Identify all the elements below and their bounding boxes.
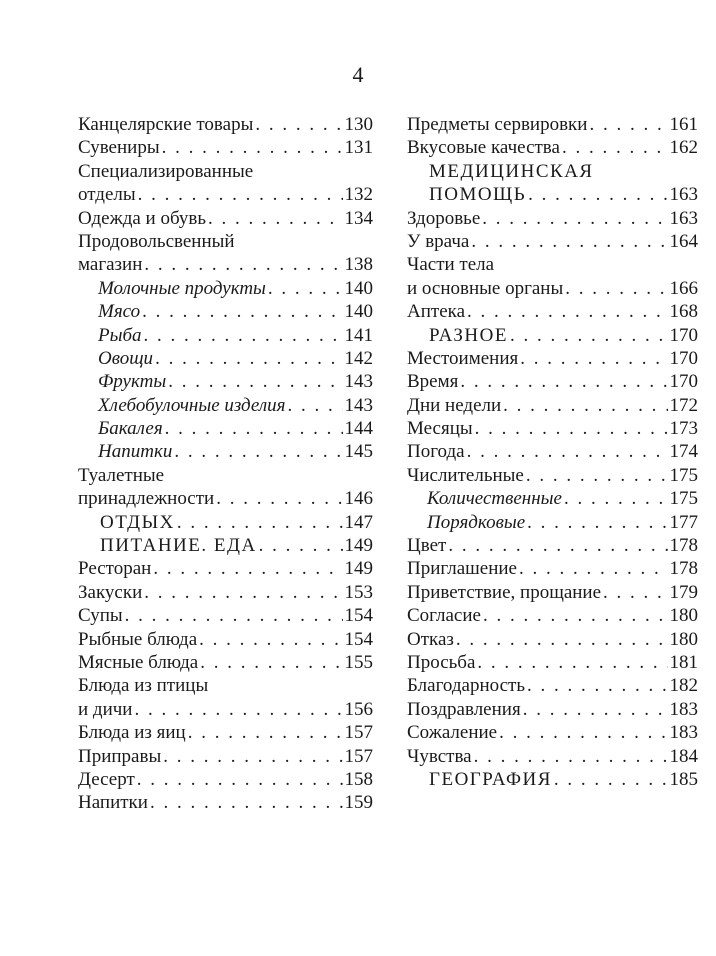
toc-page-number: 164 <box>669 230 698 252</box>
dot-leader <box>474 745 668 768</box>
toc-entry-title: магазин <box>78 254 143 276</box>
toc-entry-row <box>407 698 698 721</box>
toc-entry <box>78 207 373 230</box>
toc-entry <box>78 604 373 627</box>
toc-entry-line: Продовольсвенный <box>78 230 235 252</box>
toc-entry-row <box>78 557 373 580</box>
toc-entry-row <box>407 487 698 510</box>
toc-entry-row <box>407 113 698 136</box>
toc-page-number: 184 <box>669 745 698 767</box>
dot-leader <box>162 136 343 159</box>
toc-entry-title: Предметы сервировки <box>407 114 588 135</box>
toc-section-heading <box>407 324 698 347</box>
toc-entry <box>78 768 373 791</box>
dot-leader <box>460 370 667 393</box>
toc-entry-title: отделы <box>78 184 136 206</box>
toc-entry-title: ГЕОГРАФИЯ <box>429 768 552 790</box>
toc-entry-title: и дичи <box>78 698 133 720</box>
toc-entry-title: Одежда и обувь <box>78 207 207 229</box>
toc-page-number: 146 <box>344 488 373 510</box>
toc-entry-row <box>78 253 373 276</box>
toc-entry-title: Рыбные блюда <box>78 628 198 650</box>
toc-entry-row <box>407 324 698 347</box>
toc-page-number: 140 <box>344 277 373 299</box>
toc-entry-line: Туалетные <box>78 464 165 486</box>
toc-entry <box>407 745 698 768</box>
dot-leader <box>510 324 668 347</box>
toc-entry-row <box>78 136 373 159</box>
toc-page-number: 170 <box>669 324 698 346</box>
toc-entry-row <box>78 394 373 417</box>
toc-entry-title: Числительные <box>407 464 524 486</box>
toc-entry-title: Чувства <box>407 745 472 767</box>
toc-page-number: 168 <box>669 301 698 323</box>
dot-leader <box>174 440 342 463</box>
toc-page-number: 157 <box>344 745 373 767</box>
toc-entry <box>78 791 373 814</box>
dot-leader <box>163 745 342 768</box>
toc-entry <box>407 628 698 651</box>
toc-entry-title: Напитки <box>98 441 173 463</box>
toc-entry-line: Части тела <box>407 254 495 276</box>
dot-leader <box>499 721 667 744</box>
toc-page-number: 142 <box>344 347 373 369</box>
dot-leader <box>268 277 343 300</box>
toc-page-number: 155 <box>344 651 373 673</box>
toc-entry-row <box>407 674 698 697</box>
dot-leader <box>137 768 343 791</box>
toc-subentry <box>78 324 373 347</box>
toc-page-number: 170 <box>669 371 698 393</box>
toc-entry <box>78 628 373 651</box>
toc-entry-title: Дни недели <box>407 394 502 416</box>
toc-entry-title: Поздравления <box>407 698 521 720</box>
toc-entry-row <box>407 534 698 557</box>
toc-entry-title: ПОМОЩЬ <box>429 184 527 206</box>
toc-entry-row <box>78 651 373 674</box>
dot-leader <box>589 113 667 136</box>
toc-entry <box>78 651 373 674</box>
toc-entry-row <box>407 300 698 323</box>
toc-page-number: 134 <box>344 207 373 229</box>
dot-leader <box>527 511 667 534</box>
toc-entry-row <box>407 745 698 768</box>
dot-leader <box>199 628 342 651</box>
toc-page-number: 147 <box>344 511 373 533</box>
toc-entry-title: Время <box>407 371 459 393</box>
dot-leader <box>150 791 343 814</box>
toc-entry-title: Цвет <box>407 535 447 557</box>
toc-entry-title: Приглашение <box>407 558 517 580</box>
toc-entry-line: Специализированные <box>78 160 254 182</box>
toc-page-number: 143 <box>344 371 373 393</box>
dot-leader <box>216 487 342 510</box>
toc-entry <box>407 604 698 627</box>
toc-section-heading <box>407 160 698 207</box>
dot-leader <box>188 721 343 744</box>
toc-entry <box>78 113 373 136</box>
toc-section-heading <box>78 511 373 534</box>
dot-leader <box>528 183 667 206</box>
dot-leader <box>144 253 342 276</box>
toc-entry-title: Закуски <box>78 581 143 603</box>
toc-subentry <box>78 277 373 300</box>
toc-entry-row <box>78 721 373 744</box>
toc-entry-row <box>407 604 698 627</box>
dot-leader <box>603 581 667 604</box>
toc-page-number: 183 <box>669 698 698 720</box>
toc-entry-title: Ресторан <box>78 558 152 580</box>
dot-leader <box>554 768 668 791</box>
toc-entry-title: ОТДЫХ <box>100 511 175 533</box>
toc-entry-row <box>78 324 373 347</box>
toc-page-number: 149 <box>344 535 373 557</box>
toc-page-number: 180 <box>669 628 698 650</box>
toc-entry-title: Хлебобулочные изделия <box>98 394 286 416</box>
toc-section-heading <box>407 768 698 791</box>
page-number: 4 <box>352 62 364 87</box>
toc-page-number: 145 <box>344 441 373 463</box>
toc-entry <box>407 464 698 487</box>
toc-entry <box>78 464 373 511</box>
toc-entry-row <box>78 791 373 814</box>
toc-entry-row <box>78 417 373 440</box>
toc-entry <box>407 557 698 580</box>
dot-leader <box>142 300 342 323</box>
toc-page-number: 156 <box>344 698 373 720</box>
toc-page-number: 180 <box>669 605 698 627</box>
dot-leader <box>565 277 667 300</box>
toc-entry <box>407 230 698 253</box>
dot-leader <box>208 207 342 230</box>
toc-entry <box>407 674 698 697</box>
toc-entry-row <box>78 628 373 651</box>
dot-leader <box>138 183 343 206</box>
toc-subentry <box>407 511 698 534</box>
dot-leader <box>467 300 667 323</box>
toc-entry <box>78 160 373 207</box>
toc-subentry <box>78 440 373 463</box>
toc-entry-title: Бакалея <box>98 418 163 440</box>
dot-leader <box>165 417 343 440</box>
toc-entry <box>407 300 698 323</box>
toc-entry <box>407 721 698 744</box>
toc-entry-row <box>78 511 373 534</box>
toc-entry-row <box>78 604 373 627</box>
toc-entry <box>78 674 373 721</box>
toc-entry <box>407 581 698 604</box>
toc-entry-title: Количественные <box>427 488 562 510</box>
toc-entry-row <box>407 417 698 440</box>
dot-leader <box>144 581 342 604</box>
toc-entry-title: Благодарность <box>407 675 525 697</box>
toc-entry-title: Приправы <box>78 745 162 767</box>
toc-entry-title: Аптека <box>407 301 466 323</box>
toc-page-number: 159 <box>344 792 373 814</box>
toc-entry-row <box>78 534 373 557</box>
toc-entry-row <box>78 745 373 768</box>
toc-entry <box>78 745 373 768</box>
toc-entry <box>407 417 698 440</box>
toc-entry-title: Здоровье <box>407 207 481 229</box>
toc-subentry <box>78 394 373 417</box>
toc-page-number: 144 <box>344 418 373 440</box>
dot-leader <box>503 394 667 417</box>
dot-leader <box>475 417 668 440</box>
toc-entry-title: Порядковые <box>427 511 526 533</box>
toc-subentry <box>78 370 373 393</box>
toc-page-number: 173 <box>669 418 698 440</box>
toc-page-number: 143 <box>344 394 373 416</box>
toc-section-heading <box>78 534 373 557</box>
toc-entry-title: Сувениры <box>78 137 160 159</box>
toc-entry-row <box>78 113 373 136</box>
toc-page-number: 175 <box>669 464 698 486</box>
dot-leader <box>467 440 668 463</box>
toc-page-number: 181 <box>669 651 698 673</box>
toc-entry-title: ПИТАНИЕ. ЕДА <box>100 535 257 557</box>
toc-page-number: 162 <box>669 137 698 159</box>
toc-page-number: 132 <box>344 184 373 206</box>
dot-leader <box>519 557 668 580</box>
toc-entry <box>78 230 373 277</box>
toc-entry-row <box>78 277 373 300</box>
toc-entry <box>407 253 698 300</box>
toc-page-number: 177 <box>669 511 698 533</box>
toc-entry-title: Сожаление <box>407 722 498 744</box>
toc-page-number: 178 <box>669 558 698 580</box>
dot-leader <box>448 534 667 557</box>
dot-leader <box>200 651 342 674</box>
toc-entry-row <box>407 183 698 206</box>
toc-entry-row <box>78 581 373 604</box>
dot-leader <box>155 347 342 370</box>
dot-leader <box>177 511 343 534</box>
toc-entry <box>407 394 698 417</box>
toc-entry <box>78 721 373 744</box>
toc-entry <box>407 440 698 463</box>
toc-entry-title: Десерт <box>78 768 135 790</box>
toc-entry-title: Мясо <box>98 301 141 323</box>
toc-page-number: 163 <box>669 184 698 206</box>
toc-entry-title: Мясные блюда <box>78 651 199 673</box>
dot-leader <box>526 464 668 487</box>
toc-entry <box>407 698 698 721</box>
toc-entry-row <box>407 628 698 651</box>
toc-entry-row <box>407 721 698 744</box>
toc-entry <box>78 581 373 604</box>
toc-subentry <box>407 487 698 510</box>
toc-entry-title: Отказ <box>407 628 454 650</box>
toc-entry-row <box>407 136 698 159</box>
toc-entry-row <box>407 464 698 487</box>
toc-entry <box>407 534 698 557</box>
dot-leader <box>134 698 342 721</box>
toc-column-left <box>78 113 373 815</box>
dot-leader <box>483 604 668 627</box>
dot-leader <box>456 628 668 651</box>
toc-entry-title: Фрукты <box>98 371 167 393</box>
toc-entry <box>78 557 373 580</box>
dot-leader <box>471 230 667 253</box>
toc-page-number: 161 <box>669 114 698 135</box>
toc-entry <box>407 136 698 159</box>
toc-page-number: 179 <box>669 581 698 603</box>
toc-entry-title: Овощи <box>98 347 154 369</box>
toc-entry-title: Блюда из яиц <box>78 722 186 744</box>
dot-leader <box>259 534 343 557</box>
toc-page-number: 170 <box>669 347 698 369</box>
toc-subentry <box>78 347 373 370</box>
dot-leader <box>287 394 342 417</box>
toc-entry-title: Супы <box>78 605 123 627</box>
toc-page-number: 174 <box>669 441 698 463</box>
toc-entry-title: Месяцы <box>407 418 473 440</box>
dot-leader <box>477 651 667 674</box>
toc-entry-row <box>78 347 373 370</box>
toc-page-number: 178 <box>669 535 698 557</box>
toc-page-number: 157 <box>344 722 373 744</box>
toc-entry-row <box>407 370 698 393</box>
toc-entry-title: Напитки <box>78 792 148 814</box>
dot-leader <box>168 370 342 393</box>
toc-page-number: 172 <box>669 394 698 416</box>
toc-entry-title: РАЗНОЕ <box>429 324 508 346</box>
toc-page-number: 140 <box>344 301 373 323</box>
toc-entry-title: У врача <box>407 230 470 252</box>
toc-entry-row <box>407 277 698 300</box>
toc-entry-row <box>407 581 698 604</box>
toc-entry-row <box>78 768 373 791</box>
toc-page-number: 131 <box>344 137 373 159</box>
toc-entry-row <box>407 347 698 370</box>
dot-leader <box>144 324 343 347</box>
toc-page-number: 154 <box>344 605 373 627</box>
toc-entry <box>407 370 698 393</box>
toc-entry <box>407 347 698 370</box>
toc-page-number: 130 <box>344 114 373 135</box>
toc-entry <box>78 136 373 159</box>
toc-entry-title: Приветствие, прощание <box>407 581 602 603</box>
toc-entry-row <box>407 230 698 253</box>
toc-page-number: 141 <box>344 324 373 346</box>
toc-subentry <box>78 417 373 440</box>
dot-leader <box>255 113 342 136</box>
toc-entry-row <box>78 300 373 323</box>
toc-entry <box>407 651 698 674</box>
toc-entry-title: принадлежности <box>78 488 215 510</box>
toc-entry-row <box>407 440 698 463</box>
toc-entry-row <box>407 651 698 674</box>
toc-page-number: 158 <box>344 768 373 790</box>
toc-entry-row <box>407 511 698 534</box>
dot-leader <box>562 136 668 159</box>
toc-page-number: 154 <box>344 628 373 650</box>
toc-entry <box>407 207 698 230</box>
toc-entry-title: Согласие <box>407 605 481 627</box>
toc-entry-title: Рыба <box>98 324 142 346</box>
dot-leader <box>520 347 667 370</box>
toc-page-number: 183 <box>669 722 698 744</box>
toc-entry-row <box>78 440 373 463</box>
dot-leader <box>527 674 668 697</box>
toc-entry-row <box>78 183 373 206</box>
toc-entry-row <box>78 370 373 393</box>
toc-column-right <box>407 113 698 791</box>
toc-entry-title: Вкусовые качества <box>407 137 560 159</box>
toc-subentry <box>78 300 373 323</box>
toc-page-number: 175 <box>669 488 698 510</box>
toc-entry-row <box>407 768 698 791</box>
dot-leader <box>482 207 667 230</box>
toc-page-number: 185 <box>669 768 698 790</box>
toc-page-number: 163 <box>669 207 698 229</box>
toc-entry-title: Погода <box>407 441 465 463</box>
toc-page-number: 149 <box>344 558 373 580</box>
toc-entry-title: Просьба <box>407 651 476 673</box>
toc-entry-title: Молочные продукты <box>98 277 266 299</box>
dot-leader <box>523 698 668 721</box>
toc-page-number: 166 <box>669 277 698 299</box>
toc-entry-line: Блюда из птицы <box>78 675 209 697</box>
toc-entry-row <box>78 207 373 230</box>
toc-entry <box>407 113 698 136</box>
toc-entry-row <box>407 557 698 580</box>
toc-entry-line: МЕДИЦИНСКАЯ <box>429 160 594 182</box>
toc-entry-title: Канцелярские товары <box>78 114 254 135</box>
toc-entry-row <box>407 394 698 417</box>
toc-entry-title: Местоимения <box>407 347 519 369</box>
dot-leader <box>125 604 343 627</box>
toc-entry-row <box>78 698 373 721</box>
dot-leader <box>564 487 668 510</box>
toc-page-number: 138 <box>344 254 373 276</box>
toc-page-number: 182 <box>669 675 698 697</box>
toc-entry-title: и основные органы <box>407 277 564 299</box>
toc-entry-row <box>78 487 373 510</box>
toc-entry-row <box>407 207 698 230</box>
dot-leader <box>153 557 342 580</box>
toc-page-number: 153 <box>344 581 373 603</box>
